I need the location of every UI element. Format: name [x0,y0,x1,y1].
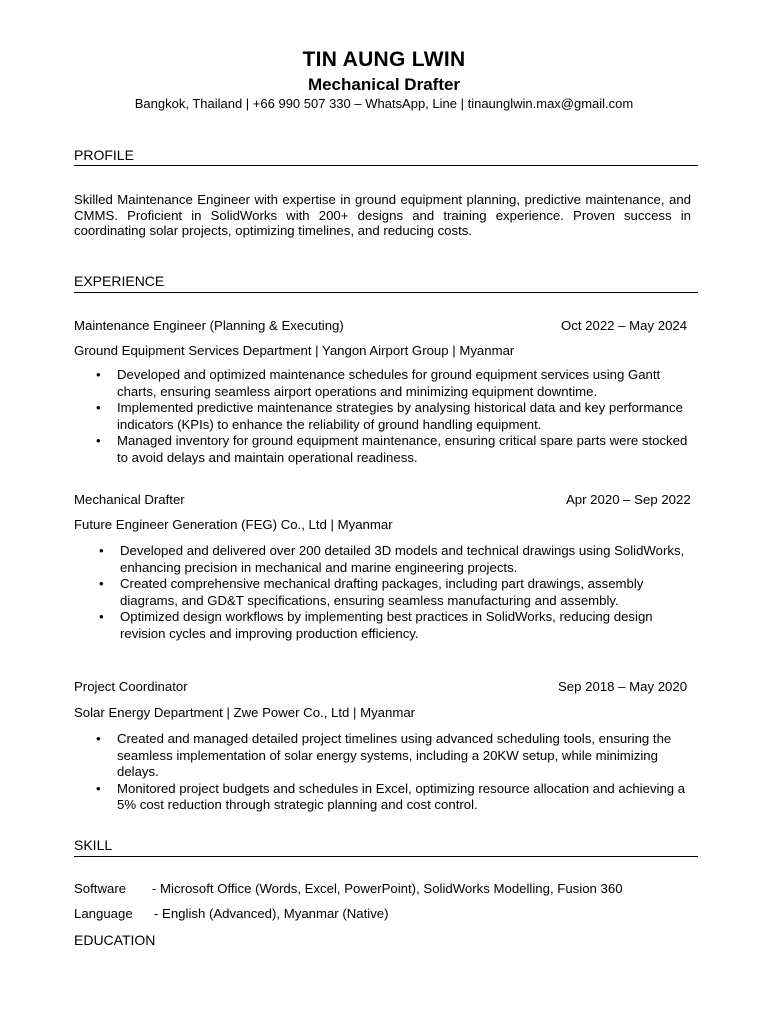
skill-value: - English (Advanced), Myanmar (Native) [154,906,389,921]
bullet-icon: • [99,543,104,558]
profile-rule [74,165,698,166]
list-item: • Developed and delivered over 200 detailed 3D models and technical drawings using SolidWorks, enhancing precision in mechanical and marine engineering projects. [99,543,685,575]
list-item: • Created and managed detailed project timelines using advanced scheduling tools, ensuring the seamless implementation of solar energy systems, including a 20KW setup, while minimizing delays. [96,731,672,779]
candidate-name: TIN AUNG LWIN [302,48,466,71]
bullet-icon: • [96,433,101,448]
list-item: • Implemented predictive maintenance strategies by analysing historical data and key performance indicators (KPIs) to enhance the reliability of ground handling equipment. [96,400,683,432]
job-organization: Solar Energy Department | Zwe Power Co., Ltd | Myanmar [74,705,416,720]
skill-value: - Microsoft Office (Words, Excel, PowerPoint), SolidWorks Modelling, Fusion 360 [152,881,623,896]
profile-text: Skilled Maintenance Engineer with expertise in ground equipment planning, predictive maintenance, and CMMS. Proficient in SolidWorks with 200+ designs and training experience. Proven success in coordinating solar projects, optimizing timelines, and reducing costs. [74,192,691,238]
job-bullets [96,731,692,814]
list-item: • Created comprehensive mechanical drafting packages, including part drawings, assembly diagrams, and GD&T specifications, ensuring seamless manufacturing and assembly. [99,576,644,608]
job-title: Project Coordinator [74,679,188,694]
experience-rule [74,292,698,293]
job-dates: Sep 2018 – May 2020 [558,679,688,694]
education-heading: EDUCATION [74,932,156,948]
list-item: • Monitored project budgets and schedules in Excel, optimizing resource allocation and achieving a 5% cost reduction through strategic planning and cost control. [96,780,686,812]
skill-row-language [74,906,389,921]
bullet-icon: • [96,367,101,382]
skill-label: Language [74,906,133,921]
skill-label: Software [74,881,127,896]
job-title: Maintenance Engineer (Planning & Executing) [74,318,344,333]
list-item: • Developed and optimized maintenance schedules for ground equipment services using Gantt charts, ensuring seamless airport operations and minimizing equipment downtime. [96,367,661,399]
list-item: • Optimized design workflows by implementing best practices in SolidWorks, reducing design revision cycles and improving production efficiency. [99,609,653,641]
job-title: Mechanical Drafter [74,492,185,507]
bullet-icon: • [96,780,101,796]
bullet-icon: • [96,731,101,746]
skill-row-software [74,881,623,896]
list-item: • Managed inventory for ground equipment maintenance, ensuring critical spare parts were stocked to avoid delays and maintain operational readiness. [96,433,688,465]
job-organization: Future Engineer Generation (FEG) Co., Ltd | Myanmar [74,517,393,532]
job-dates: Oct 2022 – May 2024 [561,318,688,333]
contact-line: Bangkok, Thailand | +66 990 507 330 – WhatsApp, Line | tinaunglwin.max@gmail.com [134,96,634,111]
job-dates: Apr 2020 – Sep 2022 [566,492,691,507]
candidate-title: Mechanical Drafter [307,75,461,94]
experience-heading: EXPERIENCE [74,273,165,289]
job-bullets [96,367,692,466]
job-organization: Ground Equipment Services Department | Yangon Airport Group | Myanmar [74,343,515,358]
bullet-icon: • [96,400,101,415]
skill-rule [74,856,698,857]
bullet-icon: • [99,576,104,591]
bullet-icon: • [99,609,104,624]
job-bullets [99,543,692,642]
profile-heading: PROFILE [74,147,134,163]
skill-heading: SKILL [74,837,113,853]
